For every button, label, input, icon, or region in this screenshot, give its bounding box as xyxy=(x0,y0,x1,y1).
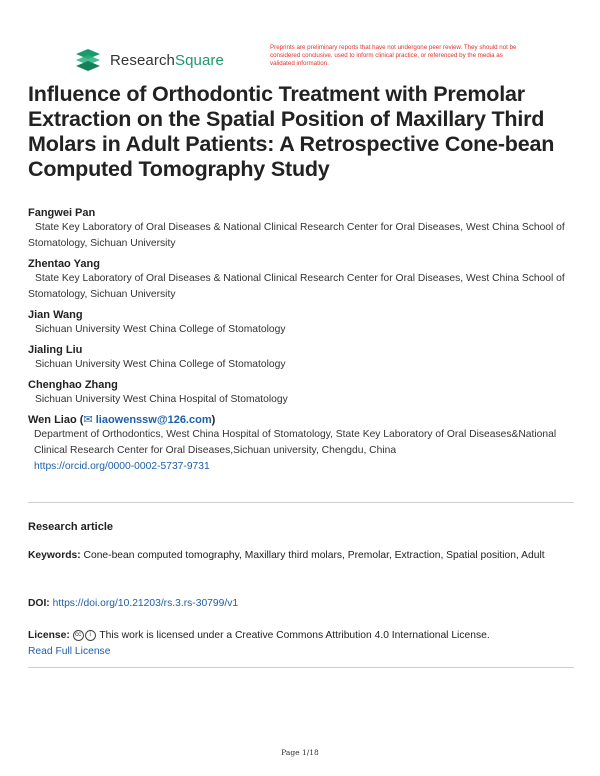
logo-name: Research xyxy=(110,51,175,69)
envelope-icon: ✉ xyxy=(83,414,93,426)
doi-label: DOI: xyxy=(28,598,50,609)
author-name: Wen Liao xyxy=(28,414,77,426)
author-name: Zhentao Yang xyxy=(28,258,100,270)
author-entry xyxy=(28,257,576,303)
author-affiliation: State Key Laboratory of Oral Diseases & National Clinical Research Center for Oral Diseases, West China School of Stomatology, Sichuan University xyxy=(28,222,565,249)
research-square-logo-icon xyxy=(74,48,104,72)
divider xyxy=(28,667,574,668)
author-affiliation: Sichuan University West China College of Stomatology xyxy=(35,324,286,335)
paper-title: Influence of Orthodontic Treatment with Premolar Extraction on the Spatial Position of Maxillary Third Molars in Adult Patients: A Retrospective Cone-bean Computed Tomography Study xyxy=(28,82,555,181)
article-type: Research article xyxy=(28,521,113,533)
keywords-text: Cone-bean computed tomography, Maxillary third molars, Premolar, Extraction, Spatial position, Adult xyxy=(83,550,545,561)
author-list xyxy=(28,206,576,480)
page-number: Page 1/18 xyxy=(281,748,319,757)
email-address: liaowenssw@126.com xyxy=(95,414,212,426)
doi-link[interactable]: https://doi.org/10.21203/rs.3.rs-30799/v1 xyxy=(52,598,239,609)
author-affiliation: Department of Orthodontics, West China Hospital of Stomatology, State Key Laboratory of Oral Diseases&National Clinical Research Center for Oral Diseases,Sichuan university, Chengdu, China xyxy=(34,429,557,456)
license-text: This work is licensed under a Creative Commons Attribution 4.0 International License. xyxy=(99,630,490,641)
email-link[interactable] xyxy=(83,414,211,426)
author-affiliation: State Key Laboratory of Oral Diseases & National Clinical Research Center for Oral Diseases, West China School of Stomatology, Sichuan University xyxy=(28,273,565,300)
author-affiliation: Sichuan University West China College of Stomatology xyxy=(35,359,286,370)
research-square-logo[interactable] xyxy=(74,48,224,72)
preprint-notice: Preprints are preliminary reports that have not undergone peer review. They should not be considered conclusive, used to inform clinical practice, or referenced by the media as validated information. xyxy=(270,44,517,67)
keywords-label: Keywords: xyxy=(28,550,81,561)
attribution-icon: i xyxy=(85,630,96,641)
license-label: License: xyxy=(28,630,70,641)
orcid-link[interactable]: https://orcid.org/0000-0002-5737-9731 xyxy=(34,461,210,472)
logo-accent: Square xyxy=(175,51,224,69)
author-entry xyxy=(28,206,576,252)
corresponding-author-line: Wen Liao (✉ liaowenssw@126.com) xyxy=(28,414,216,426)
creative-commons-icon: cc xyxy=(73,630,84,641)
author-entry xyxy=(28,343,576,373)
doi xyxy=(28,598,238,609)
license xyxy=(28,628,574,660)
author-name: Chenghao Zhang xyxy=(28,379,118,391)
corresponding-author xyxy=(28,413,576,475)
divider xyxy=(28,502,574,503)
author-name: Jialing Liu xyxy=(28,344,83,356)
author-entry xyxy=(28,378,576,408)
author-affiliation: Sichuan University West China Hospital of Stomatology xyxy=(35,394,288,405)
logo-wordmark xyxy=(110,52,224,69)
read-full-license-link[interactable]: Read Full License xyxy=(28,646,111,657)
author-name: Jian Wang xyxy=(28,309,83,321)
keywords xyxy=(28,548,568,564)
author-entry xyxy=(28,308,576,338)
author-name: Fangwei Pan xyxy=(28,207,96,219)
